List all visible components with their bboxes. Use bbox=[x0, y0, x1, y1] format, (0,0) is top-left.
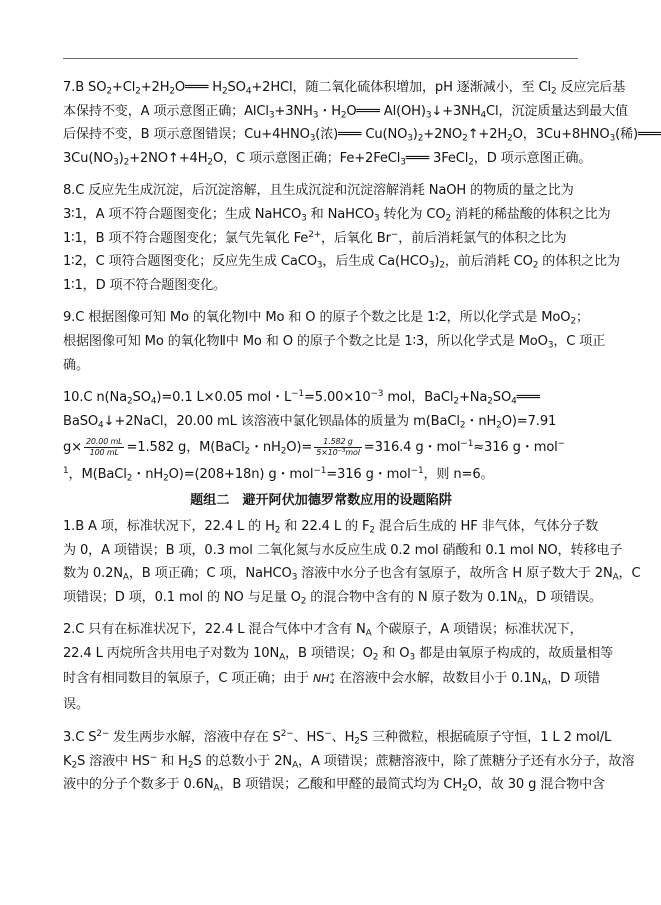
paragraph-gap bbox=[63, 297, 579, 306]
answer-line: 根据图像可知 Mo 的氧化物Ⅱ中 Mo 和 O 的原子个数之比是 1∶3，所以化学式是 MoO$_3$，C 项正 bbox=[63, 333, 606, 351]
answer-line: 1∶1，D 项不符合题图变化。 bbox=[63, 277, 227, 293]
ion-count: 4 bbox=[329, 677, 335, 686]
fraction-post: =316.4 g・mol$^{-1}$≈316 g・mol− bbox=[363, 439, 565, 456]
answer-line: 9.C 根据图像可知 Mo 的氧化物Ⅰ中 Mo 和 O 的原子个数之比是 1∶2，所以化学式是 MoO$_2$； bbox=[63, 310, 589, 327]
ion-base: NH bbox=[313, 671, 330, 685]
answer-line: 确。 bbox=[63, 357, 89, 373]
answer-line: 1∶2，C 项符合题图变化；反应先生成 CaCO$_3$，后生成 $Ca(HCO_3)_2$，前后消耗 $CO_2$ 的体积之比为 bbox=[63, 254, 620, 271]
answer-line: 8.C 反应先生成沉淀，后沉淀溶解，且生成沉淀和沉淀溶解消耗 NaOH 的物质的量之比为 bbox=[63, 183, 574, 199]
answer-line: BaSO$_4$↓+2NaCl，20.00 mL 该溶液中氯化钡晶体的质量为 m(BaCl$_2$・$nH_2O)=7.91$ bbox=[63, 413, 557, 431]
fraction-numerator: 20.00 mL bbox=[85, 437, 123, 447]
answers-group-1 bbox=[63, 76, 661, 433]
paragraph-gap bbox=[63, 377, 579, 386]
fraction-numerator: 1.582 g bbox=[314, 437, 362, 448]
answer-line: 1∶1，B 项不符合题图变化；氯气先氧化 $Fe^{2+}$，后氧化 Br−，前后消耗氯气的体积之比为 bbox=[63, 229, 567, 246]
answer-line: 3.C $S^{2-}$ 发生两步水解，溶液中存在 $S^{2-}$、HS−、$H_2S$ 三种微粒，根据硫原子守恒，1 L 2 mol/L bbox=[63, 729, 612, 747]
fraction-denominator: $5\times 10^{-3}mol$ bbox=[316, 448, 360, 458]
paragraph-gap bbox=[63, 609, 579, 618]
fraction-volume-ratio bbox=[84, 437, 125, 458]
answer-line: 1.B A 项，标准状况下，22.4 L 的 $H_2$ 和 22.4 L 的 $F_2$ 混合后生成的 HF 非气体，气体分子数 bbox=[63, 518, 599, 536]
answer-line: 2.C 只有在标准状况下，22.4 L 混合气体中才含有 $N_A$ 个碳原子，A 项错误；标准状况下， bbox=[63, 622, 583, 639]
answer-line: 7.B $SO_2+Cl_2+2H_2O═══$ $H_2SO_4+2HCl$，随二氧化硫体积增加，pH 逐渐减小，至 $Cl_2$ 反应完后基 bbox=[63, 80, 626, 97]
header-rule bbox=[63, 58, 578, 59]
answers-group-3 bbox=[63, 726, 635, 797]
fraction-denominator: 100 mL bbox=[89, 448, 119, 458]
fraction-calculation-line bbox=[63, 433, 579, 463]
answer-document bbox=[63, 76, 661, 797]
answer-line: 为 0，A 项错误；B 项，0.3 mol 二氧化氮与水反应生成 0.2 mol 硝酸和 0.1 mol NO，转移电子 bbox=[63, 542, 623, 558]
answer-line: 10.C $n(Na_2SO_4)=0.1$ L×0.05 mol・$L^{-1}=5.00\times 10^{-3}$ mol，$BaCl_2+Na_2SO_4═══$ bbox=[63, 389, 540, 407]
fraction-molar-mass bbox=[314, 437, 362, 458]
paragraph-gap bbox=[63, 170, 579, 179]
answer-line: 数为 $0.2N_A$，B 项正确；C 项，NaHCO$_3$ 溶液中水分子也含有氢原子，故所含 H 原子数大于 $2N_A$，C bbox=[63, 566, 641, 583]
ammonium-ion-formula bbox=[313, 672, 335, 686]
ion-charge: + bbox=[329, 670, 335, 679]
answer-line: 后保持不变，B 项示意图错误；$Cu+4HNO_3$(浓)═══ $Cu(NO_3)_2+2NO_2↑+2H_2O$，$3Cu+8HNO_3$(稀)═══ bbox=[63, 127, 661, 144]
section-title: 题组二 避开阿伏加德罗常数应用的设题陷阱 bbox=[190, 492, 452, 508]
answer-line: $K_2S$ 溶液中 HS− 和 $H_2S$ 的总数小于 $2N_A$，A 项错误；蔗糖溶液中，除了蔗糖分子还有水分子，故溶 bbox=[63, 752, 635, 771]
answer-line: 液中的分子个数多于 $0.6N_A$，B 项错误；乙酸和甲醛的最简式均为 $CH_2O$，故 30 g 混合物中含 bbox=[63, 777, 605, 794]
answer-line: 本保持不变，A 项示意图正确；$AlCl_3+3NH_3$・$H_2O═══$ $Al(OH)_3↓+3NH_4Cl$，沉淀质量达到最大值 bbox=[63, 103, 628, 121]
paragraph-gap bbox=[63, 717, 579, 726]
answer-line: $3Cu(NO_3)_2+2NO↑+4H_2O$，C 项示意图正确；Fe+2FeCl$_3$═══ 3FeCl$_2$，D 项示意图正确。 bbox=[63, 150, 592, 168]
nh4-pre: 时含有相同数目的氧原子，C 项正确；由于 bbox=[63, 671, 314, 687]
answer-line: 项错误；D 项，0.1 mol 的 NO 与足量 $O_2$ 的混合物中含有的 N 原子数为 $0.1N_A$，D 项错误。 bbox=[63, 589, 602, 607]
nh4-post: 在溶液中会水解，故数目小于 $0.1N_A$，D 项错 bbox=[334, 671, 600, 688]
fraction-mid: =1.582 g，M(BaCl$_2$・$nH_2O)=$ bbox=[126, 440, 313, 457]
text-line: $^1$，M(BaCl$_2$・$nH_2O)=(208+18n)$ g・mol$^{-1}$=316 g・mol$^{-1}$，则 n=6。 bbox=[63, 466, 494, 484]
text-line: 误。 bbox=[63, 697, 89, 713]
answer-line: 3∶1，A 项不符合题图变化；生成 NaHCO$_3$ 和 NaHCO$_3$ 转化为 $CO_2$ 消耗的稀盐酸的体积之比为 bbox=[63, 206, 611, 224]
answers-group-2 bbox=[63, 515, 641, 666]
fraction-pre: g× bbox=[63, 440, 82, 456]
ammonium-ion-line bbox=[63, 665, 600, 693]
answer-line: 22.4 L 丙烷所含共用电子对数为 $10N_A$，B 项错误；$O_2$ 和 $O_3$ 都是由氧原子构成的，故质量相等 bbox=[63, 645, 614, 663]
